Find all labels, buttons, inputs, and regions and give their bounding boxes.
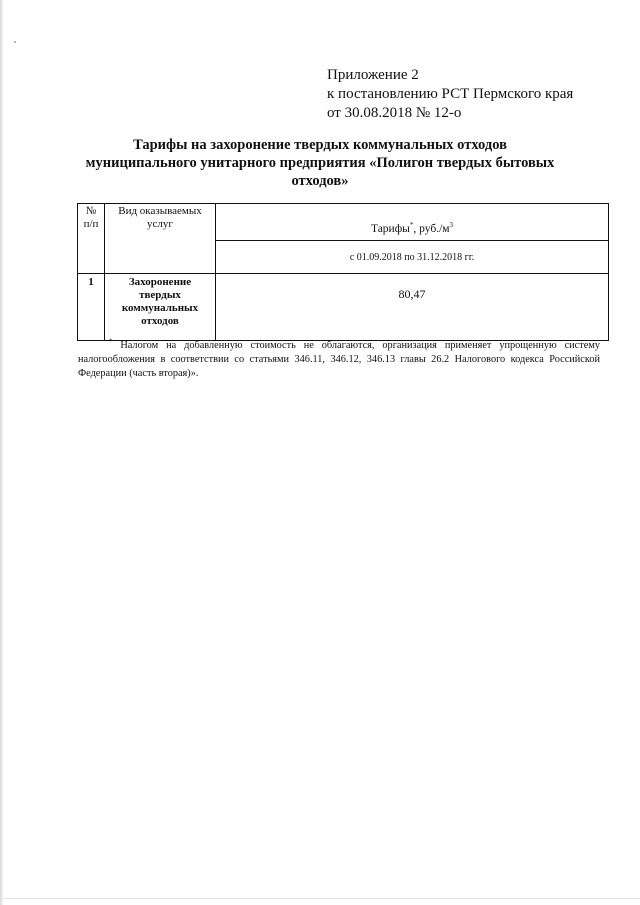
row-service-line3: коммунальных (121, 302, 199, 314)
title-line-2: муниципального унитарного предприятия «Полигон твердых бытовых (85, 155, 555, 171)
header-num-line1: № (85, 205, 97, 217)
table-row (78, 274, 609, 341)
appendix-date: от 30.08.2018 № 12-о (327, 105, 462, 121)
header-tariff-mark: * (409, 221, 414, 230)
footnote-mark: * (108, 337, 113, 346)
header-service (105, 204, 216, 274)
row-service (105, 274, 216, 341)
document-title (50, 136, 590, 190)
appendix-header (327, 66, 573, 123)
footnote (78, 339, 600, 381)
footnote-text: Налогом на добавленную стоимость не облагаются, организация применяет упрощенную систему налогообложения в соответствии со статьями 346.11, 346.12, 346.13 главы 26.2 Налогового кодекса Российской Федерации (часть вторая)». (78, 340, 600, 379)
header-service-line2: услуг (147, 218, 173, 230)
scan-edge-left (0, 0, 3, 905)
title-line-3: отходов» (291, 173, 349, 189)
scan-edge-bottom (0, 898, 640, 899)
tariff-table (77, 203, 609, 341)
header-tariff-unit: , руб./м (413, 223, 450, 235)
header-num (78, 204, 105, 274)
header-period: с 01.09.2018 по 31.12.2018 гг. (216, 241, 609, 274)
table-header-row (78, 204, 609, 241)
scan-speck (14, 41, 16, 43)
header-tariff-label: Тарифы (370, 223, 410, 235)
title-line-1: Тарифы на захоронение твердых коммунальных отходов (133, 137, 507, 153)
row-tariff-value: 80,47 (216, 274, 609, 341)
row-num: 1 (78, 274, 105, 341)
appendix-resolution: к постановлению РСТ Пермского края (327, 86, 574, 102)
row-service-line4: отходов (141, 315, 179, 327)
header-tariff-unit-sup: 3 (449, 221, 454, 230)
header-service-line1: Вид оказываемых (118, 205, 202, 217)
row-service-line2: твердых (139, 289, 181, 301)
row-service-line1: Захоронение (128, 276, 192, 288)
header-num-line2: п/п (83, 218, 99, 230)
appendix-number: Приложение 2 (327, 67, 419, 83)
header-tariff (216, 204, 609, 241)
